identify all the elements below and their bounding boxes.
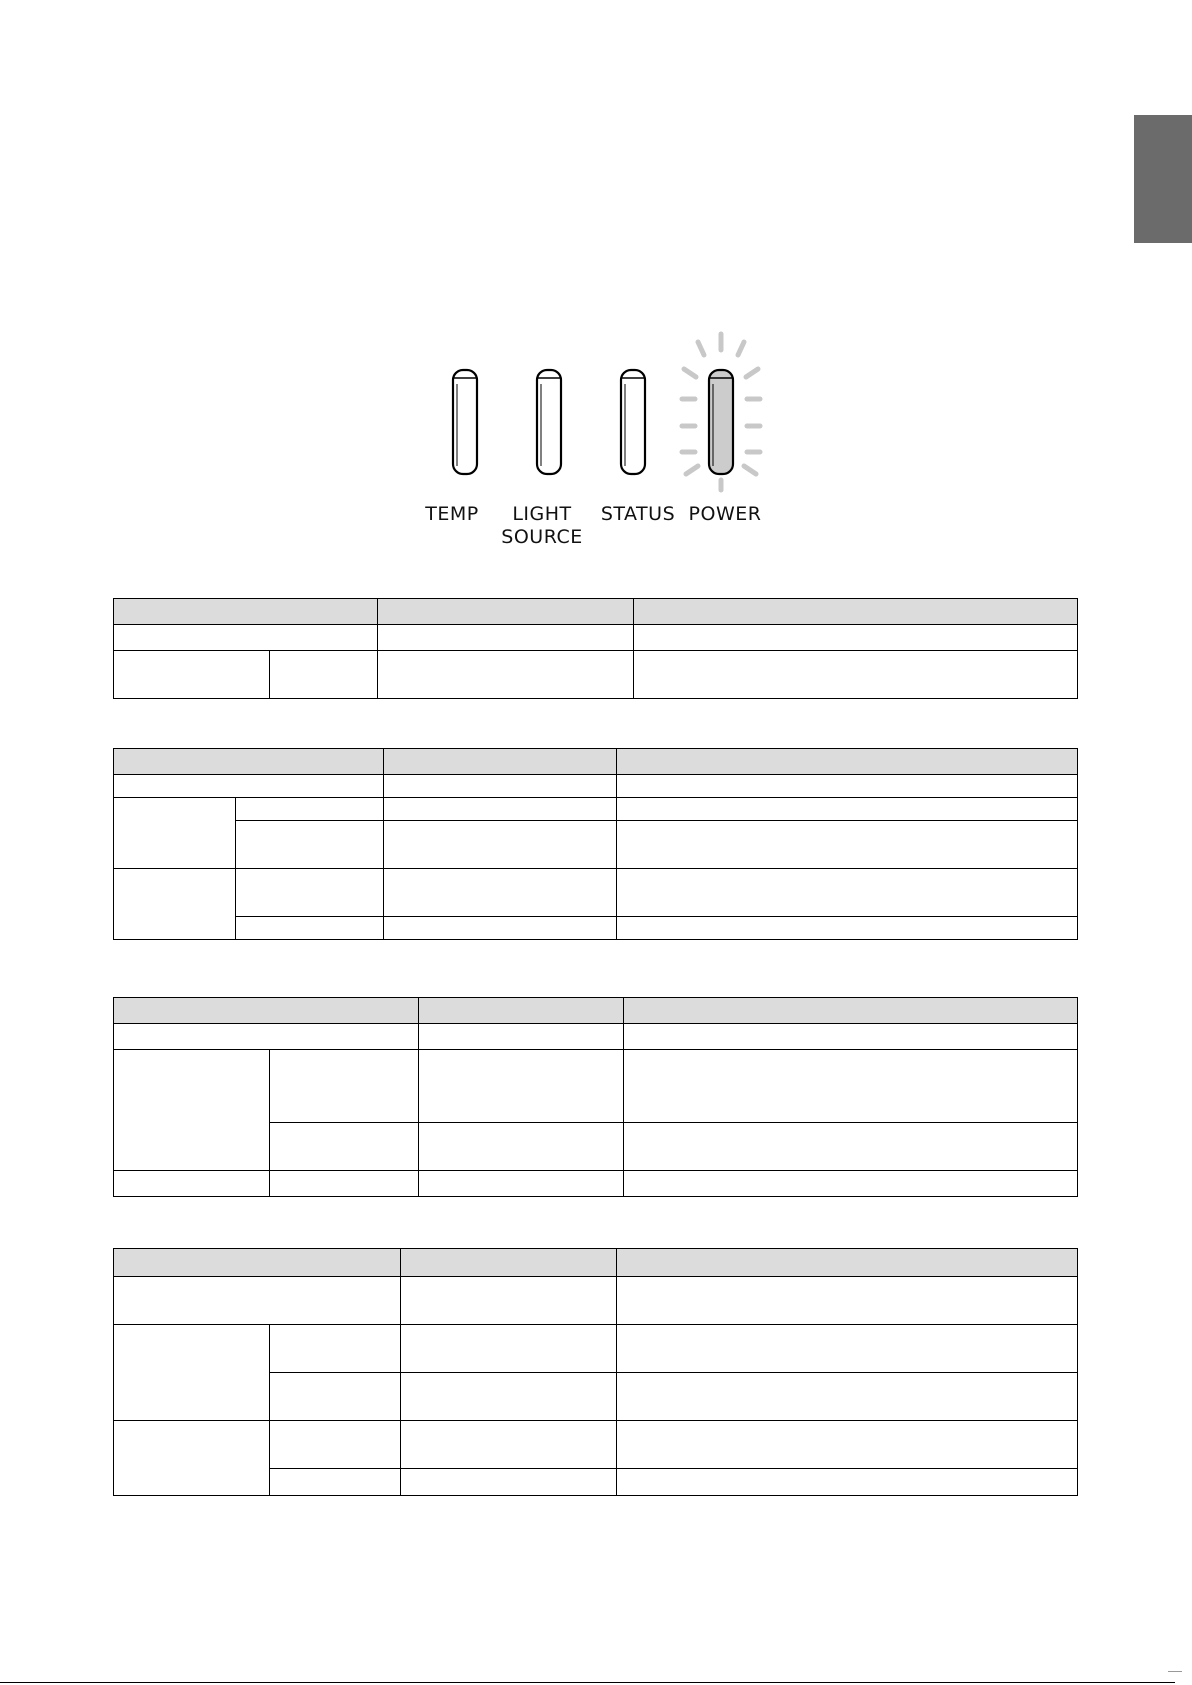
light-source-led <box>537 370 561 474</box>
indicator-table-4 <box>113 1248 1078 1496</box>
temp-led <box>453 370 477 474</box>
led-indicator-figure <box>420 330 780 500</box>
indicator-table-2 <box>113 748 1078 940</box>
page-bottom-rule <box>0 1682 1175 1683</box>
table-row <box>114 1325 1078 1373</box>
table-row <box>114 1024 1078 1050</box>
table-header-row <box>114 1249 1078 1277</box>
table-row <box>114 821 1078 869</box>
table-row <box>114 1277 1078 1325</box>
light-source-label: LIGHT SOURCE <box>501 503 583 548</box>
temp-label: TEMP <box>425 503 479 525</box>
status-label: STATUS <box>600 503 676 525</box>
indicator-table-3 <box>113 997 1078 1197</box>
table-row <box>114 1171 1078 1197</box>
table-header-row <box>114 599 1078 625</box>
status-led <box>621 370 645 474</box>
page-corner-mark <box>1168 1671 1182 1675</box>
table-row <box>114 625 1078 651</box>
table-row <box>114 651 1078 699</box>
power-led <box>682 334 760 490</box>
table-row <box>114 798 1078 821</box>
table-row <box>114 1421 1078 1469</box>
table-row <box>114 917 1078 940</box>
table-row <box>114 775 1078 798</box>
table-row <box>114 1050 1078 1123</box>
table-row <box>114 869 1078 917</box>
indicator-table-1 <box>113 598 1078 699</box>
power-label: POWER <box>688 503 762 525</box>
table-header-row <box>114 998 1078 1024</box>
table-header-row <box>114 749 1078 775</box>
chapter-tab <box>1134 115 1192 243</box>
